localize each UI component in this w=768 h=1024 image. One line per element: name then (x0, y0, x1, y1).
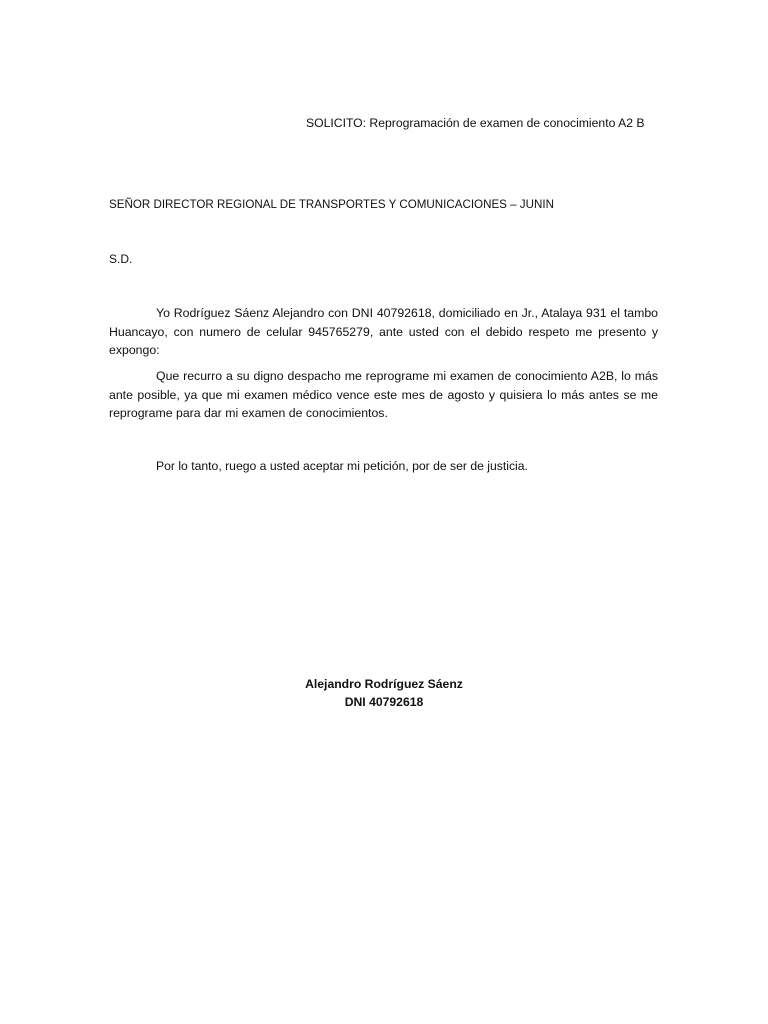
subject-line: SOLICITO: Reprogramación de examen de conocimiento A2 B (306, 116, 645, 130)
signature-dni: DNI 40792618 (344, 695, 424, 709)
salutation: S.D. (109, 252, 133, 266)
signature-block (0, 675, 768, 711)
addressee-line: SEÑOR DIRECTOR REGIONAL DE TRANSPORTES Y COMUNICACIONES – JUNIN (109, 198, 554, 211)
paragraph-introduction: Yo Rodríguez Sáenz Alejandro con DNI 40792618, domiciliado en Jr., Atalaya 931 el tambo Huancayo, con numero de celular 945765279, ante usted con el debido respeto me presento y expongo: (109, 306, 658, 357)
paragraph-closing: Por lo tanto, ruego a usted aceptar mi petición, por de ser de justicia. (156, 459, 528, 473)
paragraph-request: Que recurro a su digno despacho me reprograme mi examen de conocimiento A2B, lo más ante posible, ya que mi examen médico vence este mes de agosto y quisiera lo más antes se me reprograme para dar mi examen de conocimientos. (109, 369, 658, 420)
signature-name: Alejandro Rodríguez Sáenz (305, 677, 463, 691)
